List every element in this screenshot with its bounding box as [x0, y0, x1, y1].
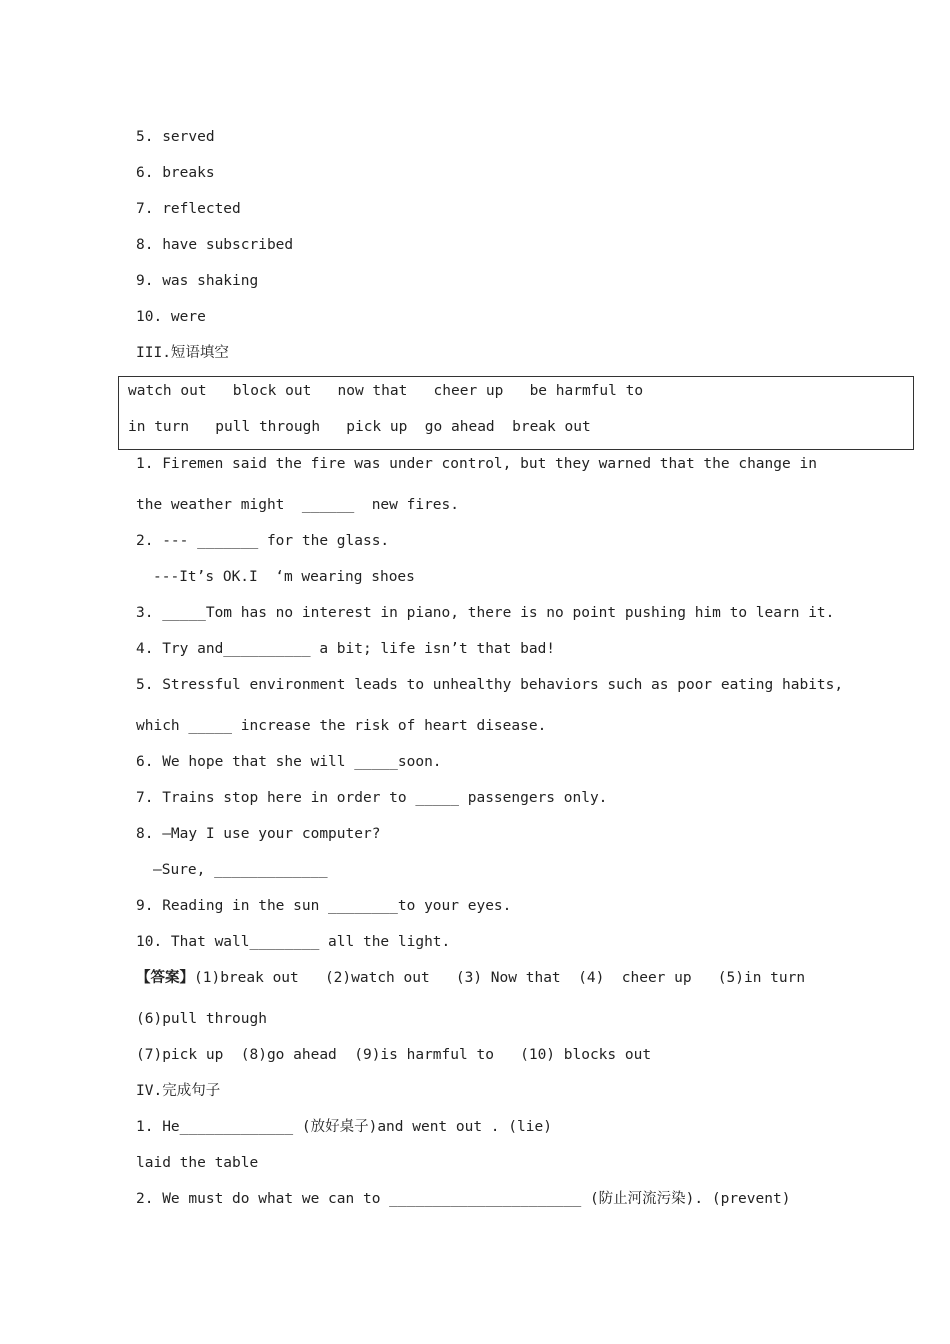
answer-line: 5. served [136, 129, 215, 145]
question-2: 2. --- _______ for the glass. [136, 533, 390, 549]
answer-line: 8. have subscribed [136, 237, 294, 253]
answer-key [136, 968, 805, 988]
section-title: IV.完成句子 [136, 1083, 221, 1099]
sentence-2: 2. We must do what we can to ______________________ (防止河流污染). (prevent) [136, 1191, 791, 1207]
answer-key-line: (6)pull through [136, 1011, 267, 1027]
question-8-cont: —Sure, _____________ [153, 862, 328, 878]
question-3: 3. _____Tom has no interest in piano, there is no point pushing him to learn it. [136, 605, 835, 621]
answer-line: 6. breaks [136, 165, 215, 181]
word-bank-row: watch out block out now that cheer up be harmful to [128, 383, 644, 399]
word-bank-box [118, 376, 914, 450]
section-title: III.短语填空 [136, 345, 229, 361]
answer-key-line: (7)pick up (8)go ahead (9)is harmful to (10) blocks out [136, 1047, 652, 1063]
word-bank-row: in turn pull through pick up go ahead break out [128, 419, 591, 435]
question-5: 5. Stressful environment leads to unhealthy behaviors such as poor eating habits, [136, 677, 844, 693]
question-6: 6. We hope that she will _____soon. [136, 754, 442, 770]
answer-key-line: (1)break out (2)watch out (3) Now that (4) cheer up (5)in turn [194, 970, 806, 986]
question-9: 9. Reading in the sun ________to your eyes. [136, 898, 512, 914]
answer-line: 7. reflected [136, 201, 241, 217]
answer-label: 【答案】 [136, 970, 194, 986]
sentence-1-answer: laid the table [136, 1155, 259, 1171]
answer-line: 9. was shaking [136, 273, 259, 289]
question-5-cont: which _____ increase the risk of heart disease. [136, 718, 547, 734]
sentence-1: 1. He_____________ (放好桌子)and went out . (lie) [136, 1119, 552, 1135]
question-1-cont: the weather might ______ new fires. [136, 497, 460, 513]
question-1: 1. Firemen said the fire was under control, but they warned that the change in [136, 456, 817, 472]
question-4: 4. Try and__________ a bit; life isn’t that bad! [136, 641, 556, 657]
answer-line: 10. were [136, 309, 206, 325]
question-7: 7. Trains stop here in order to _____ passengers only. [136, 790, 608, 806]
question-2-cont: ---It’s OK.I ‘m wearing shoes [153, 569, 415, 585]
question-10: 10. That wall________ all the light. [136, 934, 451, 950]
question-8: 8. —May I use your computer? [136, 826, 381, 842]
